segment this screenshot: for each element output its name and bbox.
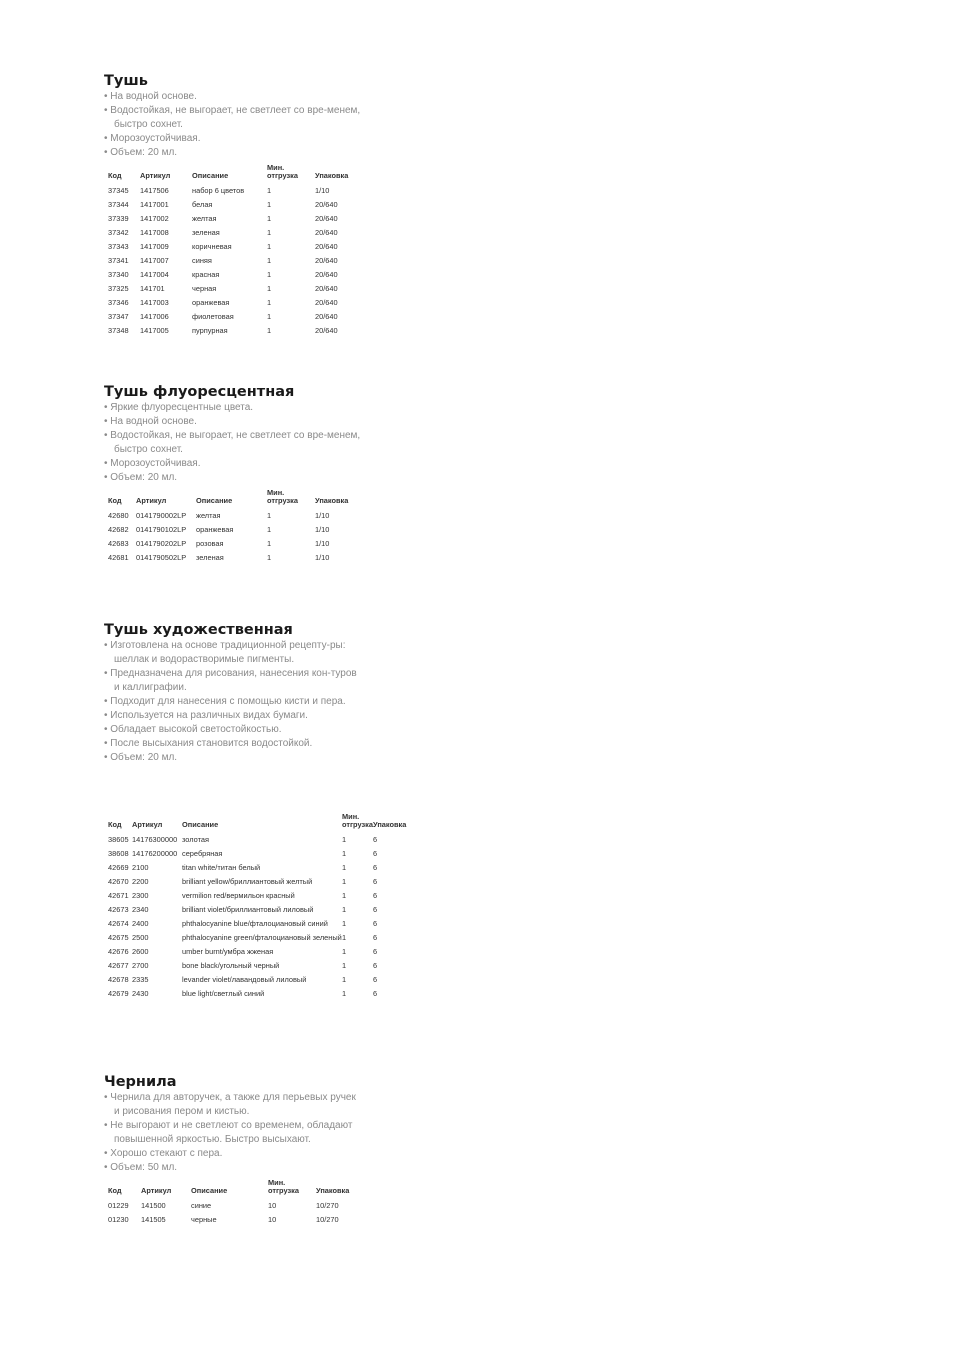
cell-description: blue light/светлый синий: [182, 989, 265, 998]
cell-code: 42673: [108, 905, 129, 914]
feature-list: [104, 401, 364, 485]
feature-item: • Водостойкая, не выгорает, не светлеет со вре-менем, быстро сохнет.: [104, 104, 364, 132]
table-body: [108, 509, 355, 565]
header-code: Код: [108, 496, 122, 505]
cell-code: 42675: [108, 933, 129, 942]
section-artistic-ink: [104, 621, 413, 1001]
header-article: Артикул: [132, 820, 163, 829]
cell-package: 6: [373, 947, 378, 956]
cell-article: 14176300000: [132, 835, 178, 844]
feature-item: • Хорошо стекают с пера.: [104, 1147, 364, 1161]
feature-item: • На водной основе.: [104, 415, 364, 429]
cell-code: 37342: [108, 228, 129, 237]
table-row: [108, 184, 355, 198]
cell-article: 0141790202LP: [136, 539, 187, 548]
cell-code: 01229: [108, 1201, 129, 1210]
feature-item: • Предназначена для рисования, нанесения кон-туров и каллиграфии.: [104, 667, 364, 695]
cell-code: 37339: [108, 214, 129, 223]
cell-min-shipment: 10: [268, 1215, 277, 1224]
cell-description: зеленая: [196, 553, 224, 562]
cell-article: 2335: [132, 975, 149, 984]
header-package: Упаковка: [315, 171, 349, 180]
table-body: [108, 833, 413, 1001]
cell-article: 2500: [132, 933, 149, 942]
cell-article: 1417006: [140, 312, 169, 321]
feature-item: • Морозоустойчивая.: [104, 457, 364, 471]
cell-package: 20/640: [315, 200, 338, 209]
table-row: [108, 847, 413, 861]
cell-article: 2340: [132, 905, 149, 914]
table-body: [108, 1199, 356, 1227]
cell-package: 1/10: [315, 511, 330, 520]
cell-article: 1417001: [140, 200, 169, 209]
cell-article: 2300: [132, 891, 149, 900]
cell-package: 6: [373, 835, 378, 844]
cell-code: 42669: [108, 863, 129, 872]
cell-min-shipment: 1: [267, 553, 272, 562]
cell-package: 6: [373, 975, 378, 984]
table-row: [108, 212, 355, 226]
header-description: Описание: [182, 820, 219, 829]
section-title: Тушь: [104, 73, 148, 89]
table-row: [108, 945, 413, 959]
cell-description: черные: [191, 1215, 217, 1224]
cell-code: 42674: [108, 919, 129, 928]
cell-description: пурпурная: [192, 326, 228, 335]
cell-min-shipment: 1: [267, 214, 272, 223]
table-row: [108, 296, 355, 310]
cell-package: 6: [373, 863, 378, 872]
table-header-row: [108, 164, 355, 184]
cell-code: 42676: [108, 947, 129, 956]
table-row: [108, 310, 355, 324]
cell-min-shipment: 1: [267, 511, 272, 520]
cell-article: 2600: [132, 947, 149, 956]
feature-item: • Подходит для нанесения с помощью кисти и пера.: [104, 695, 364, 709]
cell-package: 20/640: [315, 284, 338, 293]
cell-package: 1/10: [315, 186, 330, 195]
cell-min-shipment: 1: [267, 200, 272, 209]
cell-package: 6: [373, 905, 378, 914]
cell-package: 20/640: [315, 242, 338, 251]
cell-package: 6: [373, 989, 378, 998]
cell-code: 01230: [108, 1215, 129, 1224]
section-writing-ink: [104, 1073, 364, 1227]
cell-description: красная: [192, 270, 220, 279]
cell-description: brilliant yellow/бриллиантовый желтый: [182, 877, 313, 886]
cell-article: 14176200000: [132, 849, 178, 858]
cell-description: синяя: [192, 256, 212, 265]
section-title: Чернила: [104, 1074, 177, 1090]
header-article: Артикул: [136, 496, 167, 505]
cell-min-shipment: 1: [342, 877, 347, 886]
cell-code: 37346: [108, 298, 129, 307]
cell-package: 10/270: [316, 1201, 339, 1210]
feature-item: • После высыхания становится водостойкой.: [104, 737, 364, 751]
cell-article: 1417004: [140, 270, 169, 279]
cell-description: оранжевая: [192, 298, 230, 307]
cell-code: 37343: [108, 242, 129, 251]
cell-code: 42670: [108, 877, 129, 886]
cell-package: 6: [373, 961, 378, 970]
table-row: [108, 282, 355, 296]
table-row: [108, 324, 355, 338]
product-table: [108, 489, 355, 565]
table-row: [108, 240, 355, 254]
table-row: [108, 987, 413, 1001]
table-row: [108, 889, 413, 903]
cell-description: коричневая: [192, 242, 232, 251]
cell-description: черная: [192, 284, 217, 293]
feature-item: • Объем: 20 мл.: [104, 146, 364, 160]
cell-min-shipment: 1: [267, 539, 272, 548]
cell-description: зеленая: [192, 228, 220, 237]
cell-code: 42679: [108, 989, 129, 998]
table-row: [108, 523, 355, 537]
table-row: [108, 931, 413, 945]
cell-description: золотая: [182, 835, 210, 844]
cell-package: 20/640: [315, 326, 338, 335]
cell-description: vermilion red/вермильон красный: [182, 891, 295, 900]
cell-description: набор 6 цветов: [192, 186, 245, 195]
header-description: Описание: [192, 171, 229, 180]
header-package: Упаковка: [373, 820, 407, 829]
feature-list: [104, 1091, 364, 1175]
feature-item: • Водостойкая, не выгорает, не светлеет со вре-менем, быстро сохнет.: [104, 429, 364, 457]
cell-article: 1417005: [140, 326, 169, 335]
feature-item: • Объем: 50 мл.: [104, 1161, 364, 1175]
cell-description: розовая: [196, 539, 224, 548]
section-title: Тушь флуоресцентная: [104, 384, 295, 400]
cell-package: 6: [373, 933, 378, 942]
cell-package: 20/640: [315, 298, 338, 307]
header-min-shipment: Мин. отгрузка: [267, 163, 298, 180]
cell-min-shipment: 1: [267, 256, 272, 265]
cell-code: 37325: [108, 284, 129, 293]
cell-package: 20/640: [315, 228, 338, 237]
cell-min-shipment: 1: [267, 228, 272, 237]
product-table: [108, 1179, 356, 1227]
cell-article: 0141790002LP: [136, 511, 187, 520]
table-row: [108, 198, 355, 212]
cell-description: фиолетовая: [192, 312, 234, 321]
cell-min-shipment: 1: [342, 891, 347, 900]
cell-package: 6: [373, 849, 378, 858]
table-row: [108, 875, 413, 889]
feature-list: [104, 639, 364, 765]
cell-code: 42683: [108, 539, 129, 548]
cell-article: 1417009: [140, 242, 169, 251]
feature-item: • Используется на различных видах бумаги.: [104, 709, 364, 723]
feature-item: • Яркие флуоресцентные цвета.: [104, 401, 364, 415]
cell-article: 2200: [132, 877, 149, 886]
cell-article: 141505: [141, 1215, 166, 1224]
cell-min-shipment: 1: [342, 975, 347, 984]
cell-code: 38605: [108, 835, 129, 844]
feature-item: • Изготовлена на основе традиционной рецепту-ры: шеллак и водорастворимые пигменты.: [104, 639, 364, 667]
cell-min-shipment: 1: [267, 525, 272, 534]
feature-item: • На водной основе.: [104, 90, 364, 104]
section-fluorescent-ink: [104, 383, 364, 565]
cell-min-shipment: 1: [342, 947, 347, 956]
table-row: [108, 1199, 356, 1213]
table-row: [108, 551, 355, 565]
cell-package: 6: [373, 877, 378, 886]
cell-description: желтая: [196, 511, 221, 520]
cell-package: 10/270: [316, 1215, 339, 1224]
cell-min-shipment: 1: [267, 186, 272, 195]
cell-article: 0141790102LP: [136, 525, 187, 534]
header-code: Код: [108, 1186, 122, 1195]
header-article: Артикул: [141, 1186, 172, 1195]
section-ink: [104, 72, 364, 338]
cell-description: желтая: [192, 214, 217, 223]
cell-min-shipment: 1: [342, 933, 347, 942]
header-article: Артикул: [140, 171, 171, 180]
cell-min-shipment: 1: [342, 905, 347, 914]
header-package: Упаковка: [315, 496, 349, 505]
header-min-shipment: Мин. отгрузка: [267, 488, 298, 505]
table-row: [108, 959, 413, 973]
cell-description: bone black/угольный черный: [182, 961, 280, 970]
table-body: [108, 184, 355, 338]
cell-code: 37340: [108, 270, 129, 279]
table-row: [108, 903, 413, 917]
cell-min-shipment: 1: [267, 312, 272, 321]
cell-article: 2100: [132, 863, 149, 872]
cell-package: 20/640: [315, 270, 338, 279]
cell-min-shipment: 10: [268, 1201, 277, 1210]
feature-item: • Чернила для авторучек, а также для перьевых ручек и рисования пером и кистью.: [104, 1091, 364, 1119]
feature-item: • Объем: 20 мл.: [104, 471, 364, 485]
cell-article: 1417002: [140, 214, 169, 223]
table-row: [108, 254, 355, 268]
cell-article: 141500: [141, 1201, 166, 1210]
cell-package: 6: [373, 891, 378, 900]
table-row: [108, 226, 355, 240]
cell-description: brilliant violet/бриллиантовый лиловый: [182, 905, 314, 914]
cell-package: 1/10: [315, 553, 330, 562]
table-header-row: [108, 1179, 356, 1199]
cell-article: 2700: [132, 961, 149, 970]
table-row: [108, 537, 355, 551]
cell-code: 37347: [108, 312, 129, 321]
feature-item: • Морозоустойчивая.: [104, 132, 364, 146]
header-min-shipment: Мин. отгрузка: [268, 1178, 299, 1195]
cell-code: 37348: [108, 326, 129, 335]
table-row: [108, 917, 413, 931]
cell-min-shipment: 1: [342, 849, 347, 858]
cell-code: 37344: [108, 200, 129, 209]
table-row: [108, 268, 355, 282]
cell-min-shipment: 1: [342, 835, 347, 844]
table-row: [108, 509, 355, 523]
cell-description: levander violet/лавандовый лиловый: [182, 975, 307, 984]
cell-description: белая: [192, 200, 213, 209]
cell-min-shipment: 1: [342, 989, 347, 998]
cell-code: 42680: [108, 511, 129, 520]
header-code: Код: [108, 171, 122, 180]
cell-package: 20/640: [315, 312, 338, 321]
cell-code: 37341: [108, 256, 129, 265]
cell-min-shipment: 1: [342, 919, 347, 928]
cell-min-shipment: 1: [267, 284, 272, 293]
cell-code: 42677: [108, 961, 129, 970]
cell-code: 37345: [108, 186, 129, 195]
cell-description: phthalocyanine blue/фталоцианoвый синий: [182, 919, 328, 928]
feature-item: • Обладает высокой светостойкостью.: [104, 723, 364, 737]
table-header-row: [108, 489, 355, 509]
table-row: [108, 833, 413, 847]
cell-package: 20/640: [315, 256, 338, 265]
header-code: Код: [108, 820, 122, 829]
cell-package: 6: [373, 919, 378, 928]
cell-article: 1417506: [140, 186, 169, 195]
cell-code: 42671: [108, 891, 129, 900]
product-table: [108, 164, 355, 338]
cell-article: 1417007: [140, 256, 169, 265]
table-row: [108, 1213, 356, 1227]
cell-package: 1/10: [315, 525, 330, 534]
cell-article: 1417008: [140, 228, 169, 237]
cell-article: 2400: [132, 919, 149, 928]
cell-code: 42678: [108, 975, 129, 984]
section-title: Тушь художественная: [104, 622, 293, 638]
cell-min-shipment: 1: [267, 298, 272, 307]
cell-article: 2430: [132, 989, 149, 998]
cell-min-shipment: 1: [342, 863, 347, 872]
cell-code: 42681: [108, 553, 129, 562]
cell-article: 1417003: [140, 298, 169, 307]
cell-description: umber burnt/умбра жженая: [182, 947, 274, 956]
cell-code: 42682: [108, 525, 129, 534]
cell-description: оранжевая: [196, 525, 234, 534]
cell-article: 141701: [140, 284, 165, 293]
cell-package: 1/10: [315, 539, 330, 548]
product-table: [108, 813, 413, 1001]
table-row: [108, 973, 413, 987]
cell-min-shipment: 1: [267, 270, 272, 279]
cell-description: titan white/титан белый: [182, 863, 261, 872]
cell-package: 20/640: [315, 214, 338, 223]
feature-list: [104, 90, 364, 160]
feature-item: • Объем: 20 мл.: [104, 751, 364, 765]
header-min-shipment: Мин. отгрузка: [342, 812, 373, 829]
table-header-row: [108, 813, 413, 833]
cell-code: 38608: [108, 849, 129, 858]
header-description: Описание: [196, 496, 233, 505]
cell-min-shipment: 1: [342, 961, 347, 970]
feature-item: • Не выгорают и не светлеют со временем, обладают повышенной яркостью. Быстро высыхают.: [104, 1119, 364, 1147]
cell-min-shipment: 1: [267, 326, 272, 335]
table-row: [108, 861, 413, 875]
header-description: Описание: [191, 1186, 228, 1195]
cell-min-shipment: 1: [267, 242, 272, 251]
cell-description: серебряная: [182, 849, 223, 858]
header-package: Упаковка: [316, 1186, 350, 1195]
cell-description: phthalocyanine green/фталоцианoвый зеленый: [182, 933, 342, 942]
cell-description: синие: [191, 1201, 212, 1210]
cell-article: 0141790502LP: [136, 553, 187, 562]
